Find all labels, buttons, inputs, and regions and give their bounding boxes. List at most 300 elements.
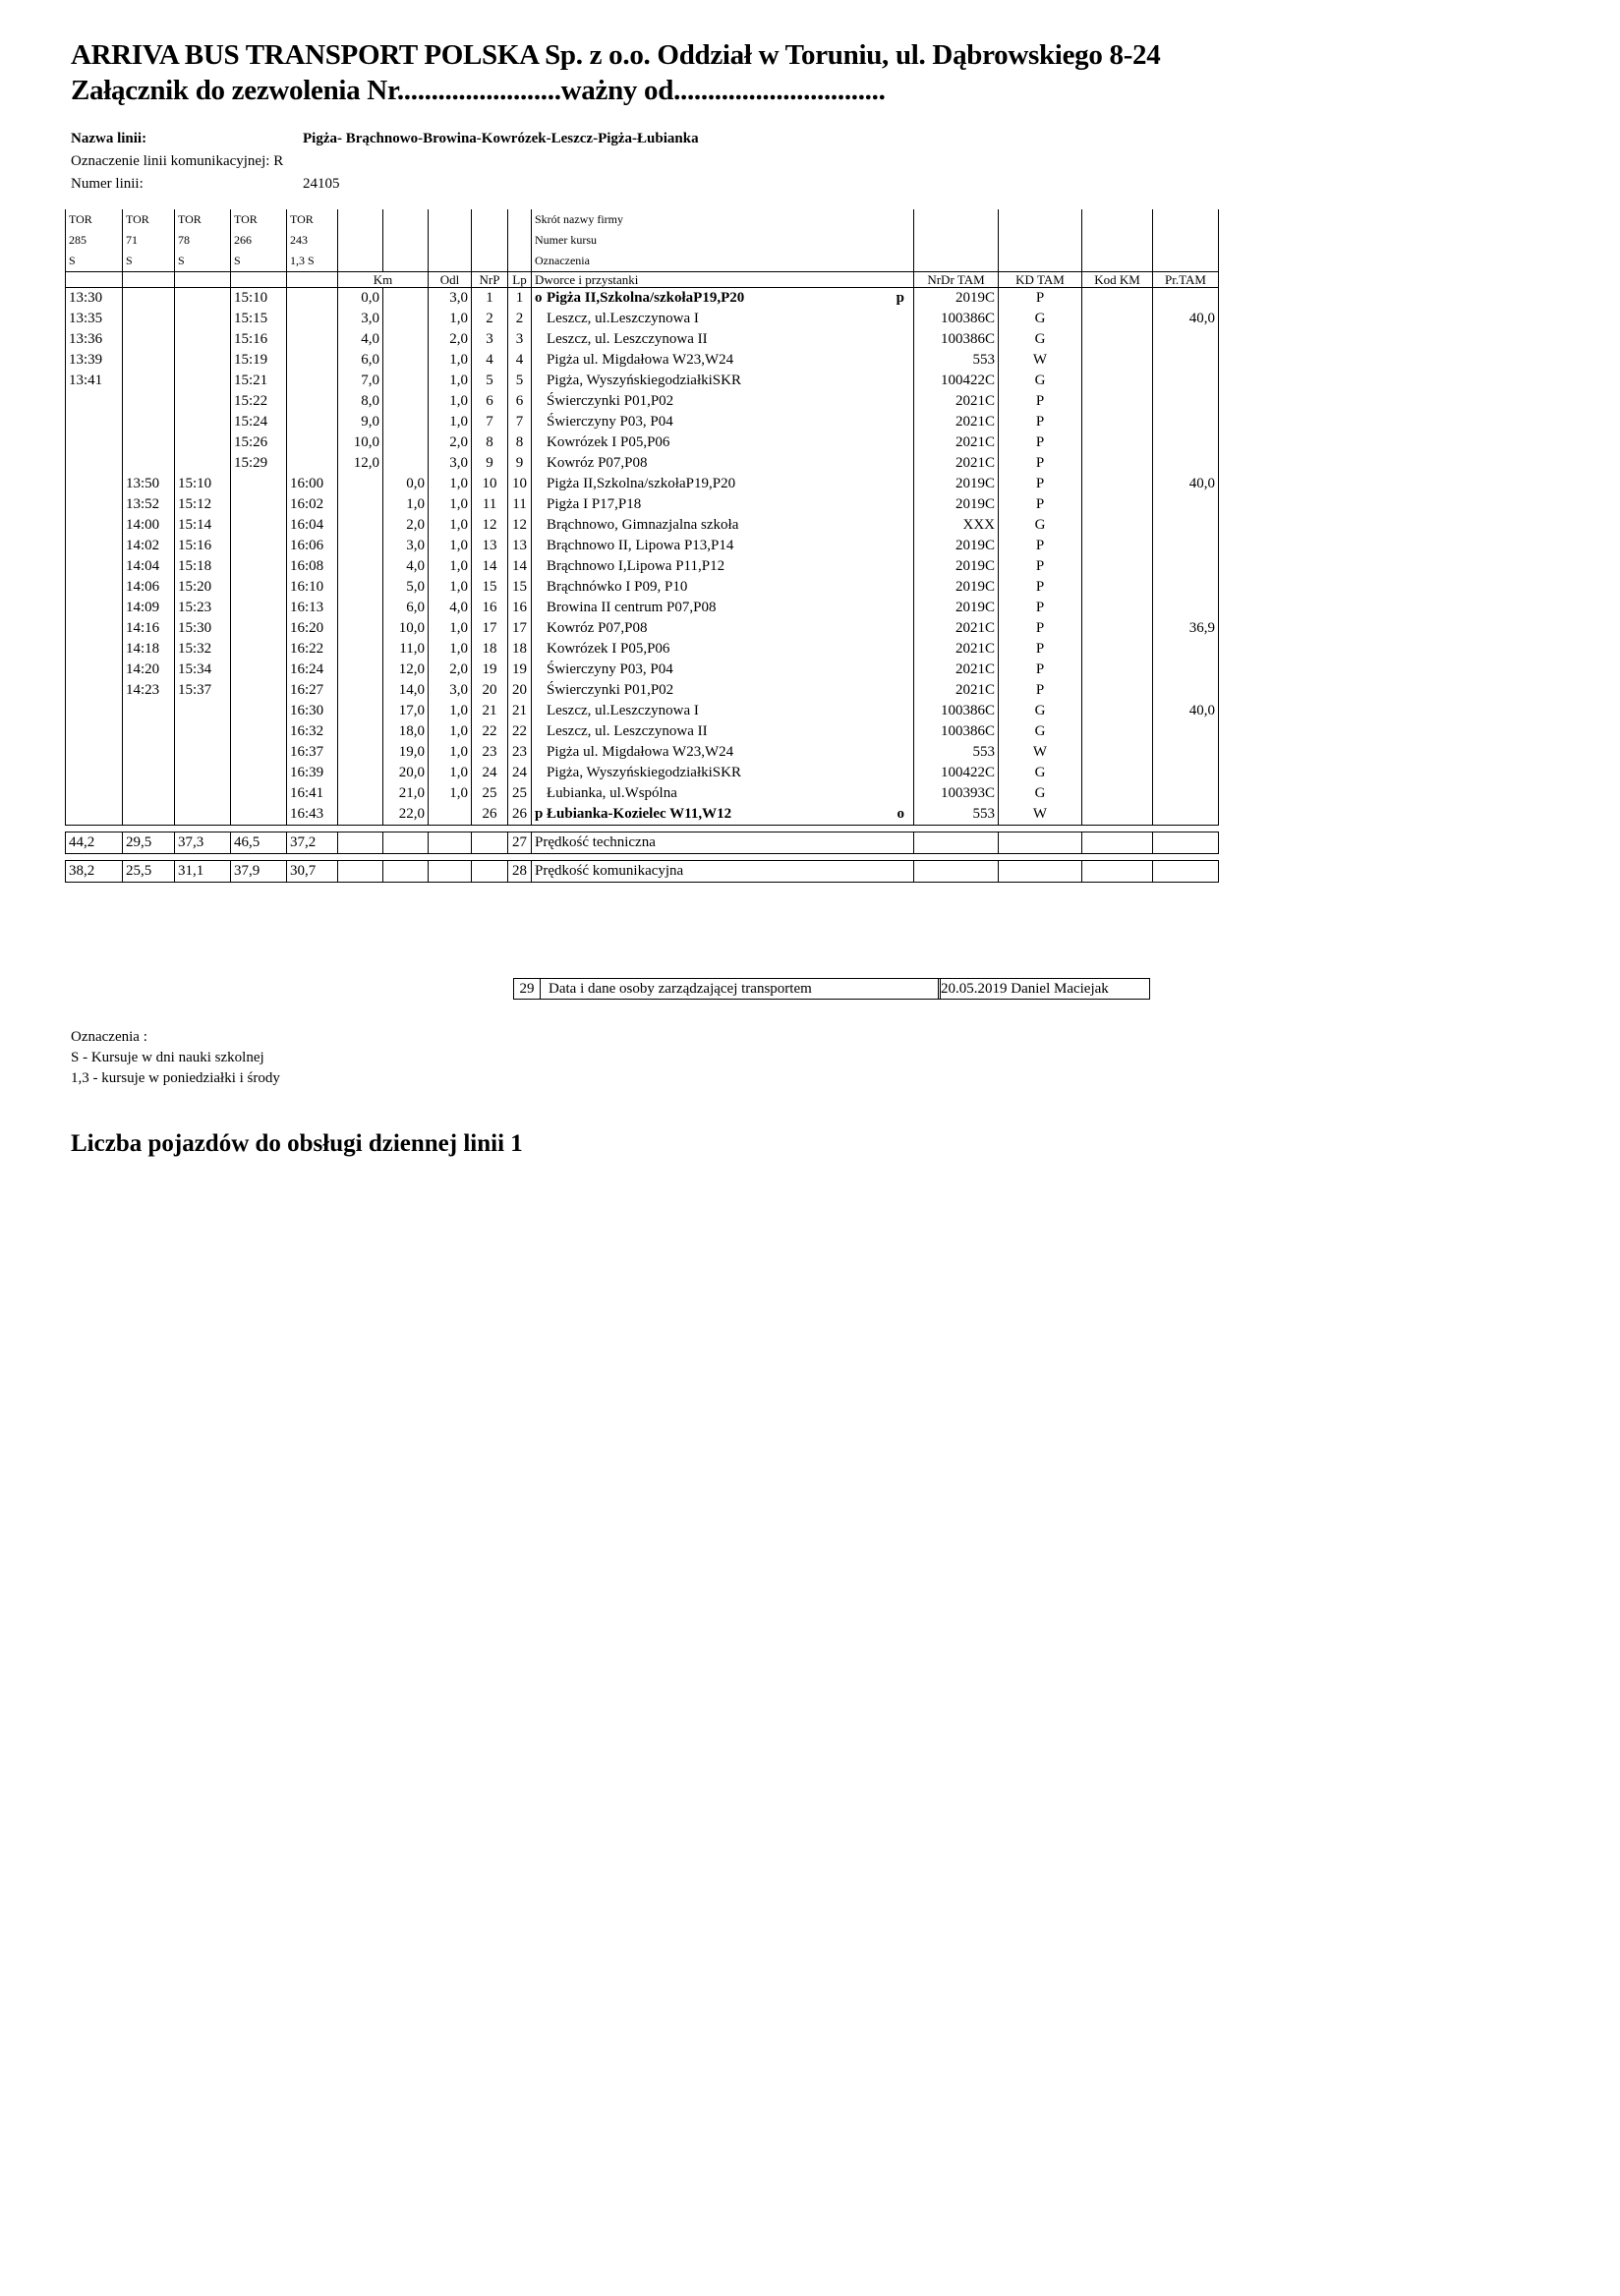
- kd-cell: P: [999, 412, 1082, 432]
- km-cell: [338, 639, 383, 660]
- time-cell: [66, 391, 123, 412]
- course-header-cell: S: [66, 251, 123, 272]
- km-cell: 11,0: [383, 639, 429, 660]
- kod-cell: [1082, 536, 1153, 556]
- kod-cell: [1082, 474, 1153, 494]
- stop-name: Brąchnowo I,Lipowa P11,P12: [547, 558, 725, 574]
- km-cell: 18,0: [383, 721, 429, 742]
- time-cell: 15:23: [175, 598, 231, 618]
- empty-cell: [287, 272, 338, 288]
- kod-cell: [1082, 618, 1153, 639]
- km-cell: [338, 474, 383, 494]
- nrp-cell: 3: [472, 329, 508, 350]
- empty-cell: [472, 832, 508, 854]
- stop-name: Brąchnówko I P09, P10: [547, 579, 688, 595]
- empty-cell: [338, 861, 383, 883]
- time-cell: 14:09: [123, 598, 175, 618]
- nrdr-cell: 2021C: [914, 432, 999, 453]
- empty-cell: [1082, 861, 1153, 883]
- kod-cell: [1082, 783, 1153, 804]
- course-header-cell: TOR: [66, 209, 123, 230]
- empty-cell: [999, 861, 1082, 883]
- lp-cell: 25: [508, 783, 532, 804]
- kd-cell: P: [999, 536, 1082, 556]
- empty-cell: [1153, 209, 1219, 230]
- kod-cell: [1082, 680, 1153, 701]
- time-cell: 14:20: [123, 660, 175, 680]
- km-cell: [383, 288, 429, 310]
- course-header-cell: 71: [123, 230, 175, 251]
- stop-cell: [532, 412, 914, 432]
- time-cell: [175, 288, 231, 310]
- time-cell: 16:22: [287, 639, 338, 660]
- pr-cell: [1153, 432, 1219, 453]
- pr-cell: [1153, 453, 1219, 474]
- nrp-cell: 23: [472, 742, 508, 763]
- table-row: [66, 515, 1219, 536]
- table-row: [66, 309, 1219, 329]
- lp-cell: 18: [508, 639, 532, 660]
- time-cell: [175, 309, 231, 329]
- odl-cell: 1,0: [429, 577, 472, 598]
- time-cell: [287, 453, 338, 474]
- empty-cell: [914, 209, 999, 230]
- stop-cell: [532, 515, 914, 536]
- pr-cell: [1153, 391, 1219, 412]
- empty-cell: [338, 251, 383, 272]
- odl-cell: 2,0: [429, 329, 472, 350]
- km-cell: [338, 701, 383, 721]
- lp-cell: 8: [508, 432, 532, 453]
- km-cell: 9,0: [338, 412, 383, 432]
- table-row: [66, 288, 1219, 310]
- lp-cell: 7: [508, 412, 532, 432]
- lp-header: Lp: [508, 272, 532, 288]
- km-cell: 20,0: [383, 763, 429, 783]
- time-cell: [231, 577, 287, 598]
- table-row: [66, 763, 1219, 783]
- lp-cell: 20: [508, 680, 532, 701]
- odl-cell: 1,0: [429, 371, 472, 391]
- nrdr-cell: 100386C: [914, 329, 999, 350]
- kod-cell: [1082, 721, 1153, 742]
- stop-cell: [532, 783, 914, 804]
- time-cell: 14:18: [123, 639, 175, 660]
- notes-title: Oznaczenia :: [71, 1029, 147, 1045]
- empty-cell: [1153, 230, 1219, 251]
- time-cell: [66, 660, 123, 680]
- time-cell: [123, 701, 175, 721]
- time-cell: 14:16: [123, 618, 175, 639]
- time-cell: [123, 742, 175, 763]
- empty-cell: [383, 861, 429, 883]
- speed-label: Prędkość komunikacyjna: [532, 861, 914, 883]
- odl-cell: 1,0: [429, 618, 472, 639]
- stop-cell: [532, 577, 914, 598]
- km-cell: 5,0: [383, 577, 429, 598]
- lp-cell: 3: [508, 329, 532, 350]
- km-cell: [338, 680, 383, 701]
- lp-cell: 1: [508, 288, 532, 310]
- line-number-value: 24105: [303, 176, 340, 192]
- column-header-row: [66, 272, 1219, 288]
- time-cell: [66, 618, 123, 639]
- km-cell: 17,0: [383, 701, 429, 721]
- lp-cell: 15: [508, 577, 532, 598]
- nrdr-cell: 100386C: [914, 701, 999, 721]
- stop-name: Leszcz, ul. Leszczynowa II: [547, 723, 708, 739]
- table-row: [66, 412, 1219, 432]
- km-cell: 19,0: [383, 742, 429, 763]
- empty-cell: [472, 861, 508, 883]
- time-cell: [287, 288, 338, 310]
- time-cell: [175, 721, 231, 742]
- time-cell: 15:14: [175, 515, 231, 536]
- kd-cell: P: [999, 598, 1082, 618]
- table-row: [66, 432, 1219, 453]
- time-cell: [175, 371, 231, 391]
- time-cell: [231, 515, 287, 536]
- odl-cell: 1,0: [429, 763, 472, 783]
- stop-name: Pigża II,Szkolna/szkołaP19,P20: [547, 476, 736, 491]
- kd-cell: G: [999, 783, 1082, 804]
- nrp-cell: 7: [472, 412, 508, 432]
- spacer-row: [66, 854, 1219, 861]
- empty-cell: [429, 832, 472, 854]
- km-cell: 14,0: [383, 680, 429, 701]
- km-cell: [383, 453, 429, 474]
- stop-name: Pigża, WyszyńskiegodziałkiSKR: [547, 765, 741, 780]
- time-cell: [66, 432, 123, 453]
- time-cell: 14:06: [123, 577, 175, 598]
- line-name-value: Pigża- Brąchnowo-Browina-Kowrózek-Leszcz-Pigża-Łubianka: [303, 131, 699, 146]
- odl-cell: 1,0: [429, 742, 472, 763]
- lp-cell: 17: [508, 618, 532, 639]
- line-name-label: Nazwa linii:: [71, 131, 147, 146]
- attachment-header: Załącznik do zezwolenia Nr........................ważny od...............................: [71, 75, 886, 106]
- empty-cell: [1153, 251, 1219, 272]
- empty-cell: [914, 230, 999, 251]
- table-row: [66, 701, 1219, 721]
- table-row: [66, 639, 1219, 660]
- table-row: [66, 371, 1219, 391]
- time-cell: [231, 742, 287, 763]
- km-cell: [338, 536, 383, 556]
- odl-cell: 3,0: [429, 288, 472, 310]
- stop-cell: [532, 474, 914, 494]
- time-cell: [175, 763, 231, 783]
- pr-cell: [1153, 329, 1219, 350]
- empty-cell: [338, 832, 383, 854]
- table-row: [66, 556, 1219, 577]
- time-cell: [231, 639, 287, 660]
- kd-cell: W: [999, 350, 1082, 371]
- pr-cell: [1153, 371, 1219, 391]
- odl-cell: 1,0: [429, 783, 472, 804]
- time-cell: 16:06: [287, 536, 338, 556]
- time-cell: 15:10: [175, 474, 231, 494]
- km-cell: 2,0: [383, 515, 429, 536]
- nrp-cell: 8: [472, 432, 508, 453]
- speed-label: Prędkość techniczna: [532, 832, 914, 854]
- time-cell: 16:08: [287, 556, 338, 577]
- time-cell: [175, 701, 231, 721]
- course-header-cell: S: [231, 251, 287, 272]
- km-cell: [338, 556, 383, 577]
- kd-cell: P: [999, 474, 1082, 494]
- stop-name: Kowróz P07,P08: [547, 620, 648, 636]
- nrdr-cell: 2021C: [914, 639, 999, 660]
- lp-cell: 19: [508, 660, 532, 680]
- time-cell: 16:39: [287, 763, 338, 783]
- time-cell: [287, 412, 338, 432]
- time-cell: [66, 639, 123, 660]
- stop-cell: [532, 618, 914, 639]
- time-cell: [66, 536, 123, 556]
- kd-cell: P: [999, 432, 1082, 453]
- time-cell: [66, 577, 123, 598]
- nrp-header: NrP: [472, 272, 508, 288]
- odl-cell: 1,0: [429, 309, 472, 329]
- time-cell: [287, 432, 338, 453]
- empty-cell: [999, 251, 1082, 272]
- kod-cell: [1082, 515, 1153, 536]
- pr-cell: [1153, 639, 1219, 660]
- nrdr-cell: XXX: [914, 515, 999, 536]
- course-header-cell: S: [175, 251, 231, 272]
- km-cell: [338, 577, 383, 598]
- table-row: [66, 453, 1219, 474]
- kd-cell: G: [999, 763, 1082, 783]
- speed-value: 37,2: [287, 832, 338, 854]
- km-cell: [338, 763, 383, 783]
- stop-cell: [532, 453, 914, 474]
- course-header-cell: TOR: [175, 209, 231, 230]
- km-cell: [383, 432, 429, 453]
- stop-cell: [532, 742, 914, 763]
- kod-cell: [1082, 391, 1153, 412]
- pr-cell: [1153, 763, 1219, 783]
- km-cell: 0,0: [383, 474, 429, 494]
- pr-cell: 36,9: [1153, 618, 1219, 639]
- odl-cell: 1,0: [429, 515, 472, 536]
- time-cell: [123, 309, 175, 329]
- time-cell: [175, 412, 231, 432]
- km-cell: [383, 371, 429, 391]
- nrdr-cell: 100386C: [914, 309, 999, 329]
- odl-cell: 1,0: [429, 536, 472, 556]
- lp-cell: 2: [508, 309, 532, 329]
- time-cell: 14:02: [123, 536, 175, 556]
- course-header-cell: S: [123, 251, 175, 272]
- odl-cell: 3,0: [429, 453, 472, 474]
- empty-cell: [508, 230, 532, 251]
- km-cell: [338, 515, 383, 536]
- nrp-cell: 5: [472, 371, 508, 391]
- stop-cell: [532, 701, 914, 721]
- time-cell: [231, 763, 287, 783]
- info-label: Numer kursu: [532, 230, 914, 251]
- table-row: [66, 618, 1219, 639]
- nrdr-cell: 2021C: [914, 660, 999, 680]
- pr-cell: [1153, 350, 1219, 371]
- kod-cell: [1082, 742, 1153, 763]
- kod-cell: [1082, 701, 1153, 721]
- nrdr-cell: 100422C: [914, 371, 999, 391]
- stop-cell: [532, 350, 914, 371]
- time-cell: 15:12: [175, 494, 231, 515]
- speed-value: 29,5: [123, 832, 175, 854]
- stop-name: Pigża ul. Migdałowa W23,W24: [547, 744, 734, 760]
- empty-cell: [472, 209, 508, 230]
- speed-value: 44,2: [66, 832, 123, 854]
- time-cell: 16:41: [287, 783, 338, 804]
- stop-name: Pigża I P17,P18: [547, 496, 642, 512]
- stop-name: Brąchnowo II, Lipowa P13,P14: [547, 538, 734, 553]
- stop-cell: [532, 391, 914, 412]
- time-cell: [287, 350, 338, 371]
- stop-cell: [532, 494, 914, 515]
- stop-cell: [532, 556, 914, 577]
- line-number-label: Numer linii:: [71, 176, 144, 192]
- stop-name: Leszcz, ul. Leszczynowa II: [547, 331, 708, 347]
- empty-cell: [914, 251, 999, 272]
- km-cell: [338, 598, 383, 618]
- stop-cell: [532, 763, 914, 783]
- time-cell: [66, 598, 123, 618]
- nrp-cell: 2: [472, 309, 508, 329]
- time-cell: [175, 391, 231, 412]
- time-cell: 15:15: [231, 309, 287, 329]
- pr-cell: [1153, 660, 1219, 680]
- stop-name: Pigża ul. Migdałowa W23,W24: [547, 352, 734, 368]
- km-cell: 8,0: [338, 391, 383, 412]
- stop-cell: [532, 680, 914, 701]
- time-cell: 16:27: [287, 680, 338, 701]
- stop-cell: [532, 432, 914, 453]
- empty-cell: [999, 209, 1082, 230]
- time-cell: [66, 742, 123, 763]
- stop-cell: [532, 371, 914, 391]
- lp-cell: 6: [508, 391, 532, 412]
- kod-cell: [1082, 763, 1153, 783]
- note-item: S - Kursuje w dni nauki szkolnej: [71, 1050, 264, 1065]
- speed-value: 37,9: [231, 861, 287, 883]
- nrp-cell: 13: [472, 536, 508, 556]
- odl-cell: 1,0: [429, 639, 472, 660]
- table-row: [66, 721, 1219, 742]
- time-cell: [66, 804, 123, 826]
- nrdr-cell: 2019C: [914, 288, 999, 310]
- time-cell: 15:30: [175, 618, 231, 639]
- time-cell: 15:22: [231, 391, 287, 412]
- stop-name: Świerczyny P03, P04: [547, 661, 673, 677]
- time-cell: 13:39: [66, 350, 123, 371]
- lp-cell: 11: [508, 494, 532, 515]
- time-cell: 16:13: [287, 598, 338, 618]
- kd-cell: P: [999, 639, 1082, 660]
- odl-cell: [429, 804, 472, 826]
- stop-name: Łubianka, ul.Wspólna: [547, 785, 677, 801]
- empty-cell: [429, 209, 472, 230]
- time-cell: [175, 350, 231, 371]
- time-cell: [123, 763, 175, 783]
- lp-cell: 26: [508, 804, 532, 826]
- kod-cell: [1082, 350, 1153, 371]
- time-cell: 13:41: [66, 371, 123, 391]
- signature-lp: 29: [513, 978, 541, 1000]
- nrdr-cell: 100422C: [914, 763, 999, 783]
- time-cell: [231, 701, 287, 721]
- kd-cell: P: [999, 288, 1082, 310]
- nrp-cell: 10: [472, 474, 508, 494]
- km-cell: [383, 412, 429, 432]
- pr-cell: [1153, 556, 1219, 577]
- empty-cell: [338, 230, 383, 251]
- time-cell: 15:29: [231, 453, 287, 474]
- empty-cell: [1082, 209, 1153, 230]
- nrdr-cell: 2021C: [914, 453, 999, 474]
- odl-cell: 1,0: [429, 412, 472, 432]
- time-cell: 16:32: [287, 721, 338, 742]
- kd-cell: G: [999, 721, 1082, 742]
- stop-suffix: o: [897, 806, 904, 822]
- nrp-cell: 1: [472, 288, 508, 310]
- time-cell: 13:36: [66, 329, 123, 350]
- table-row: [66, 350, 1219, 371]
- lp-cell: 4: [508, 350, 532, 371]
- speed-value: 38,2: [66, 861, 123, 883]
- time-cell: [123, 350, 175, 371]
- table-row: [66, 474, 1219, 494]
- lp-cell: 5: [508, 371, 532, 391]
- table-row: [66, 391, 1219, 412]
- table-row: [66, 494, 1219, 515]
- line-designation-label: Oznaczenie linii komunikacyjnej:: [71, 153, 270, 169]
- kod-cell: [1082, 639, 1153, 660]
- time-cell: [123, 804, 175, 826]
- time-cell: 15:16: [231, 329, 287, 350]
- kd-cell: W: [999, 804, 1082, 826]
- odl-cell: 2,0: [429, 660, 472, 680]
- kod-cell: [1082, 804, 1153, 826]
- nrp-cell: 25: [472, 783, 508, 804]
- km-cell: [338, 721, 383, 742]
- nrp-cell: 24: [472, 763, 508, 783]
- empty-cell: [1082, 251, 1153, 272]
- empty-cell: [429, 230, 472, 251]
- kod-cell: [1082, 309, 1153, 329]
- empty-cell: [999, 832, 1082, 854]
- odl-cell: 1,0: [429, 721, 472, 742]
- empty-cell: [914, 832, 999, 854]
- kd-cell: P: [999, 391, 1082, 412]
- odl-cell: 1,0: [429, 474, 472, 494]
- table-row: [66, 742, 1219, 763]
- time-cell: [66, 783, 123, 804]
- time-cell: 14:23: [123, 680, 175, 701]
- course-header-cell: 243: [287, 230, 338, 251]
- time-cell: [66, 680, 123, 701]
- km-cell: 4,0: [338, 329, 383, 350]
- empty-cell: [1153, 832, 1219, 854]
- nrdr-cell: 100393C: [914, 783, 999, 804]
- empty-cell: [1082, 230, 1153, 251]
- kod-cell: [1082, 329, 1153, 350]
- nrp-cell: 12: [472, 515, 508, 536]
- nrp-cell: 16: [472, 598, 508, 618]
- line-designation-row: [71, 153, 283, 170]
